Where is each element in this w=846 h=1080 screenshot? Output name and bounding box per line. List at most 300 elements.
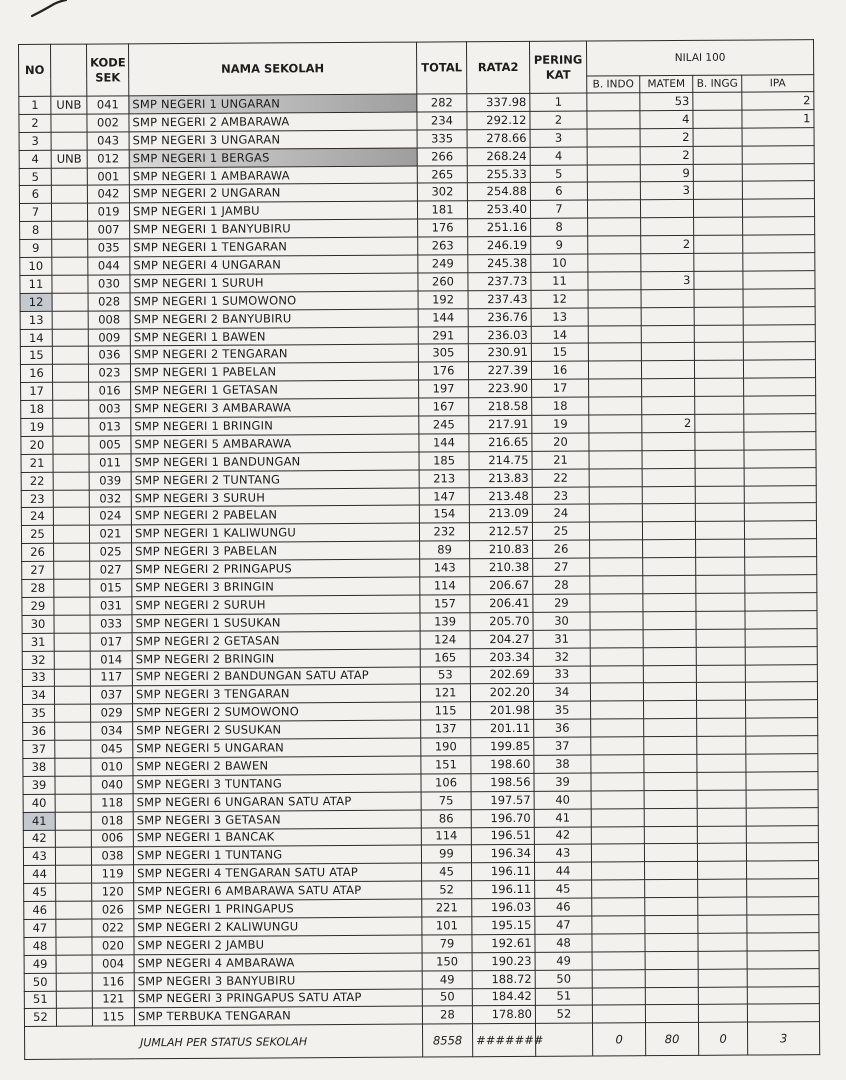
cell-ipa: 2: [742, 92, 814, 110]
cell-matem: [642, 468, 695, 486]
cell-peringkat: 18: [532, 397, 589, 415]
cell-rata: 190.23: [472, 952, 535, 970]
cell-peringkat: 50: [535, 970, 592, 988]
cell-kode: 020: [92, 937, 134, 955]
cell-ipa: [747, 897, 819, 915]
cell-nama-sekolah: SMP NEGERI 1 PRINGAPUS: [134, 899, 422, 919]
cell-no: 49: [24, 955, 56, 973]
cell-status: [55, 847, 91, 865]
cell-b-ingg: [693, 92, 742, 110]
cell-nama-sekolah: SMP NEGERI 1 KALIWUNGU: [131, 523, 419, 543]
cell-peringkat: 49: [535, 952, 592, 970]
cell-status: [56, 865, 92, 883]
cell-nama-sekolah: SMP NEGERI 3 PRINGAPUS SATU ATAP: [134, 989, 422, 1009]
cell-kode: 019: [87, 203, 129, 221]
cell-no: 34: [22, 687, 54, 705]
cell-rata: 268.24: [467, 147, 530, 165]
cell-matem: [645, 862, 698, 880]
cell-b-ingg: [695, 521, 744, 539]
cell-kode: 023: [88, 364, 130, 382]
cell-ipa: [744, 485, 816, 503]
cell-matem: [642, 432, 695, 450]
cell-total: 213: [419, 469, 469, 487]
footer-label: JUMLAH PER STATUS SEKOLAH: [25, 1024, 423, 1059]
cell-ipa: [743, 288, 815, 306]
cell-b-indo: [589, 486, 642, 504]
cell-rata: 196.11: [472, 881, 535, 899]
cell-peringkat: 47: [535, 916, 592, 934]
cell-ipa: [742, 127, 814, 145]
cell-b-indo: [587, 93, 640, 111]
cell-b-ingg: [696, 575, 745, 593]
cell-kode: 005: [89, 436, 131, 454]
cell-b-indo: [589, 433, 642, 451]
cell-b-ingg: [698, 861, 747, 879]
cell-rata: 223.90: [469, 380, 532, 398]
cell-peringkat: 22: [532, 469, 589, 487]
cell-ipa: [747, 879, 819, 897]
cell-b-indo: [591, 719, 644, 737]
cell-b-indo: [589, 397, 642, 415]
cell-b-ingg: [695, 414, 744, 432]
cell-kode: 022: [92, 919, 134, 937]
cell-status: [56, 883, 92, 901]
cell-no: 41: [23, 812, 55, 830]
cell-kode: 116: [92, 972, 134, 990]
cell-rata: 213.48: [469, 487, 532, 505]
cell-total: 185: [419, 452, 469, 470]
cell-ipa: [742, 199, 814, 217]
cell-total: 53: [420, 666, 470, 684]
cell-kode: 024: [89, 507, 131, 525]
table-body: [19, 92, 820, 1027]
cell-b-ingg: [693, 146, 742, 164]
cell-nama-sekolah: SMP NEGERI 3 GETASAN: [133, 810, 421, 830]
cell-total: 99: [421, 845, 471, 863]
cell-rata: 227.39: [468, 362, 531, 380]
cell-status: [52, 257, 88, 275]
cell-b-indo: [590, 629, 643, 647]
cell-nama-sekolah: SMP NEGERI 2 KALIWUNGU: [134, 917, 422, 937]
cell-nama-sekolah: SMP NEGERI 2 BAWEN: [133, 756, 421, 776]
cell-matem: 2: [640, 128, 693, 146]
cell-total: 114: [421, 827, 471, 845]
cell-matem: [643, 575, 696, 593]
cell-status: [52, 364, 88, 382]
cell-rata: 212.57: [469, 523, 532, 541]
cell-no: 52: [24, 1009, 56, 1027]
cell-no: 2: [19, 114, 51, 132]
col-header-peringkat: PERING KAT: [529, 41, 586, 93]
cell-b-indo: [591, 808, 644, 826]
cell-ipa: [746, 718, 818, 736]
cell-status: [53, 418, 89, 436]
cell-total: 192: [418, 291, 468, 309]
cell-status: [55, 704, 91, 722]
cell-matem: [644, 719, 697, 737]
cell-status: [55, 722, 91, 740]
cell-nama-sekolah: SMP NEGERI 3 UNGARAN: [129, 130, 417, 150]
cell-rata: 253.40: [467, 201, 530, 219]
cell-nama-sekolah: SMP NEGERI 1 BANYUBIRU: [130, 219, 418, 239]
cell-peringkat: 9: [531, 236, 588, 254]
cell-nama-sekolah: SMP NEGERI 1 BANDUNGAN: [131, 452, 419, 472]
cell-b-indo: [590, 683, 643, 701]
cell-kode: 035: [88, 239, 130, 257]
cell-total: 154: [419, 505, 469, 523]
footer-b-ingg: 0: [698, 1022, 747, 1055]
cell-matem: [644, 701, 697, 719]
cell-status: [54, 543, 90, 561]
cell-peringkat: 42: [534, 827, 591, 845]
cell-ipa: [745, 664, 817, 682]
cell-peringkat: 39: [534, 773, 591, 791]
cell-rata: 251.16: [468, 219, 531, 237]
cell-no: 46: [24, 901, 56, 919]
cell-ipa: [746, 700, 818, 718]
cell-no: 31: [22, 633, 54, 651]
cell-rata: 230.91: [468, 344, 531, 362]
cell-rata: 210.83: [470, 541, 533, 559]
cell-status: [56, 919, 92, 937]
cell-no: 25: [21, 526, 53, 544]
cell-total: 139: [420, 613, 470, 631]
col-header-rata: RATA2: [466, 41, 529, 93]
cell-b-indo: [592, 969, 645, 987]
cell-total: 302: [417, 183, 467, 201]
cell-nama-sekolah: SMP NEGERI 1 BAWEN: [130, 327, 418, 347]
cell-kode: 018: [91, 811, 133, 829]
cell-total: 106: [421, 774, 471, 792]
cell-rata: 201.98: [471, 702, 534, 720]
cell-rata: 204.27: [470, 630, 533, 648]
cell-rata: 214.75: [469, 451, 532, 469]
cell-kode: 032: [89, 489, 131, 507]
cell-matem: [643, 647, 696, 665]
cell-matem: [643, 629, 696, 647]
cell-matem: [644, 754, 697, 772]
cell-no: 1: [19, 96, 51, 114]
cell-b-indo: [587, 182, 640, 200]
cell-nama-sekolah: SMP NEGERI 3 BRINGIN: [132, 577, 420, 597]
cell-nama-sekolah: SMP NEGERI 2 SUMOWONO: [133, 702, 421, 722]
cell-b-ingg: [697, 754, 746, 772]
cell-ipa: [746, 736, 818, 754]
cell-status: [55, 740, 91, 758]
cell-ipa: [745, 682, 817, 700]
cell-ipa: [744, 432, 816, 450]
cell-no: 7: [19, 204, 51, 222]
cell-status: [52, 311, 88, 329]
cell-ipa: [747, 861, 819, 879]
cell-total: 150: [422, 952, 472, 970]
cell-b-indo: [588, 325, 641, 343]
cell-peringkat: 5: [530, 165, 587, 183]
cell-b-ingg: [696, 647, 745, 665]
col-header-kode: KODE SEK: [87, 44, 129, 96]
cell-rata: 206.41: [470, 594, 533, 612]
cell-kode: 043: [87, 132, 129, 150]
cell-nama-sekolah: SMP NEGERI 3 BANYUBIRU: [134, 971, 422, 991]
cell-rata: 196.51: [471, 827, 534, 845]
cell-total: 124: [420, 630, 470, 648]
cell-b-ingg: [698, 969, 747, 987]
cell-peringkat: 26: [533, 540, 590, 558]
cell-total: 197: [419, 380, 469, 398]
footer-rata: #######: [472, 1024, 535, 1057]
cell-ipa: [742, 145, 814, 163]
cell-status: UNB: [51, 150, 87, 168]
cell-matem: [644, 826, 697, 844]
cell-b-indo: [588, 289, 641, 307]
cell-kode: 115: [92, 1008, 134, 1026]
cell-b-ingg: [697, 826, 746, 844]
cell-matem: 2: [642, 414, 695, 432]
col-header-nama: NAMA SEKOLAH: [129, 42, 417, 96]
cell-status: [55, 776, 91, 794]
cell-b-indo: [590, 647, 643, 665]
cell-rata: 245.38: [468, 254, 531, 272]
col-header-status: [51, 44, 87, 96]
cell-b-ingg: [696, 593, 745, 611]
cell-rata: 217.91: [469, 415, 532, 433]
cell-total: 260: [418, 273, 468, 291]
cell-peringkat: 41: [534, 809, 591, 827]
cell-peringkat: 37: [534, 737, 591, 755]
cell-rata: 196.03: [472, 898, 535, 916]
cell-ipa: [743, 271, 815, 289]
cell-b-indo: [588, 218, 641, 236]
cell-no: 3: [19, 132, 51, 150]
cell-nama-sekolah: SMP NEGERI 3 PABELAN: [132, 541, 420, 561]
cell-b-indo: [588, 236, 641, 254]
cell-no: 5: [19, 168, 51, 186]
cell-peringkat: 32: [533, 648, 590, 666]
cell-rata: 213.09: [469, 505, 532, 523]
cell-rata: 196.11: [472, 863, 535, 881]
cell-matem: [641, 361, 694, 379]
cell-total: 79: [422, 935, 472, 953]
cell-no: 12: [20, 293, 52, 311]
cell-matem: [642, 486, 695, 504]
cell-b-ingg: [696, 629, 745, 647]
cell-status: [53, 508, 89, 526]
cell-b-ingg: [698, 915, 747, 933]
cell-b-ingg: [694, 253, 743, 271]
cell-status: UNB: [51, 96, 87, 114]
cell-total: 165: [420, 648, 470, 666]
cell-nama-sekolah: SMP TERBUKA TENGARAN: [134, 1006, 422, 1026]
cell-no: 28: [22, 579, 54, 597]
cell-peringkat: 45: [535, 880, 592, 898]
cell-rata: 196.34: [471, 845, 534, 863]
cell-peringkat: 28: [533, 576, 590, 594]
footer-matem: 80: [645, 1023, 698, 1056]
cell-total: 151: [421, 756, 471, 774]
cell-no: 30: [22, 615, 54, 633]
cell-b-indo: [588, 361, 641, 379]
cell-no: 33: [22, 669, 54, 687]
cell-b-ingg: [695, 486, 744, 504]
cell-peringkat: 38: [534, 755, 591, 773]
cell-nama-sekolah: SMP NEGERI 2 BANDUNGAN SATU ATAP: [132, 667, 420, 687]
cell-status: [53, 472, 89, 490]
cell-matem: [641, 253, 694, 271]
cell-kode: 008: [88, 311, 130, 329]
cell-rata: 201.11: [471, 720, 534, 738]
cell-matem: [642, 504, 695, 522]
cell-b-indo: [589, 504, 642, 522]
cell-ipa: [742, 163, 814, 181]
cell-total: 245: [419, 416, 469, 434]
cell-status: [54, 579, 90, 597]
cell-ipa: [744, 414, 816, 432]
cell-b-ingg: [693, 128, 742, 146]
cell-matem: [645, 987, 698, 1005]
cell-b-indo: [589, 522, 642, 540]
cell-no: 9: [20, 239, 52, 257]
cell-status: [51, 186, 87, 204]
cell-status: [55, 812, 91, 830]
cell-peringkat: 6: [530, 182, 587, 200]
cell-total: 265: [417, 165, 467, 183]
cell-no: 32: [22, 651, 54, 669]
cell-nama-sekolah: SMP NEGERI 3 AMBARAWA: [131, 398, 419, 418]
ranking-sheet: [18, 39, 819, 1074]
cell-b-ingg: [698, 897, 747, 915]
cell-kode: 041: [87, 96, 129, 114]
cell-no: 6: [19, 186, 51, 204]
cell-b-indo: [590, 540, 643, 558]
col-header-b-indo: B. INDO: [587, 76, 640, 93]
cell-kode: 030: [88, 275, 130, 293]
cell-total: 305: [418, 344, 468, 362]
cell-ipa: [745, 628, 817, 646]
cell-status: [53, 490, 89, 508]
cell-peringkat: 27: [533, 558, 590, 576]
cell-kode: 027: [90, 561, 132, 579]
cell-kode: 012: [87, 149, 129, 167]
cell-kode: 013: [89, 418, 131, 436]
cell-b-ingg: [694, 307, 743, 325]
cell-matem: [644, 808, 697, 826]
cell-status: [55, 758, 91, 776]
cell-ipa: [743, 235, 815, 253]
cell-total: 144: [418, 308, 468, 326]
cell-rata: 184.42: [472, 988, 535, 1006]
cell-b-ingg: [696, 611, 745, 629]
cell-b-indo: [591, 737, 644, 755]
cell-kode: 006: [91, 829, 133, 847]
col-header-matem: MATEM: [640, 75, 693, 92]
cell-total: 115: [421, 702, 471, 720]
cell-no: 29: [22, 597, 54, 615]
cell-ipa: [743, 217, 815, 235]
cell-status: [52, 221, 88, 239]
cell-b-indo: [592, 880, 645, 898]
cell-peringkat: 14: [531, 326, 588, 344]
cell-nama-sekolah: SMP NEGERI 2 UNGARAN: [129, 184, 417, 204]
col-header-total: TOTAL: [416, 42, 466, 94]
cell-no: 19: [21, 418, 53, 436]
cell-kode: 036: [88, 346, 130, 364]
cell-nama-sekolah: SMP NEGERI 1 JAMBU: [129, 201, 417, 221]
cell-no: 17: [21, 383, 53, 401]
cell-b-ingg: [694, 289, 743, 307]
cell-matem: [640, 200, 693, 218]
col-header-nilai-group: NILAI 100: [586, 40, 813, 76]
cell-b-ingg: [694, 235, 743, 253]
cell-peringkat: 12: [531, 290, 588, 308]
cell-matem: [645, 880, 698, 898]
cell-nama-sekolah: SMP NEGERI 2 TUNTANG: [131, 470, 419, 490]
cell-ipa: [744, 396, 816, 414]
cell-ipa: [746, 843, 818, 861]
cell-status: [51, 203, 87, 221]
cell-ipa: [743, 253, 815, 271]
pen-stroke-mark: [30, 0, 72, 18]
cell-rata: 197.57: [471, 791, 534, 809]
cell-b-ingg: [697, 700, 746, 718]
cell-total: 176: [418, 219, 468, 237]
cell-no: 51: [24, 991, 56, 1009]
cell-kode: 033: [90, 615, 132, 633]
cell-b-ingg: [698, 879, 747, 897]
cell-kode: 044: [88, 257, 130, 275]
cell-nama-sekolah: SMP NEGERI 2 SUSUKAN: [133, 720, 421, 740]
cell-no: 38: [23, 758, 55, 776]
cell-b-indo: [587, 111, 640, 129]
cell-rata: 205.70: [470, 612, 533, 630]
footer-b-indo: 0: [592, 1023, 645, 1056]
cell-rata: 203.34: [470, 648, 533, 666]
cell-nama-sekolah: SMP NEGERI 4 AMBARAWA: [134, 953, 422, 973]
cell-b-indo: [588, 254, 641, 272]
cell-ipa: [747, 915, 819, 933]
cell-no: 24: [21, 508, 53, 526]
cell-peringkat: 23: [532, 487, 589, 505]
cell-nama-sekolah: SMP NEGERI 1 PABELAN: [130, 362, 418, 382]
cell-ipa: [744, 503, 816, 521]
cell-nama-sekolah: SMP NEGERI 6 UNGARAN SATU ATAP: [133, 792, 421, 812]
cell-rata: 236.76: [468, 308, 531, 326]
cell-kode: 017: [90, 633, 132, 651]
footer-peringkat-empty: [535, 1023, 592, 1056]
cell-ipa: [747, 986, 819, 1004]
cell-b-indo: [592, 916, 645, 934]
cell-nama-sekolah: SMP NEGERI 2 SURUH: [132, 595, 420, 615]
cell-kode: 117: [90, 668, 132, 686]
cell-rata: 178.80: [472, 1006, 535, 1024]
footer-total: 8558: [422, 1024, 472, 1057]
cell-ipa: [746, 789, 818, 807]
cell-nama-sekolah: SMP NEGERI 2 TENGARAN: [130, 345, 418, 365]
cell-matem: [645, 897, 698, 915]
cell-b-ingg: [697, 772, 746, 790]
cell-b-ingg: [697, 736, 746, 754]
cell-peringkat: 40: [534, 791, 591, 809]
cell-ipa: [745, 539, 817, 557]
cell-status: [56, 937, 92, 955]
cell-matem: [641, 343, 694, 361]
cell-b-indo: [589, 468, 642, 486]
cell-kode: 028: [88, 293, 130, 311]
cell-status: [54, 669, 90, 687]
cell-matem: 4: [640, 110, 693, 128]
cell-total: 190: [421, 738, 471, 756]
cell-b-ingg: [695, 396, 744, 414]
cell-matem: [642, 397, 695, 415]
